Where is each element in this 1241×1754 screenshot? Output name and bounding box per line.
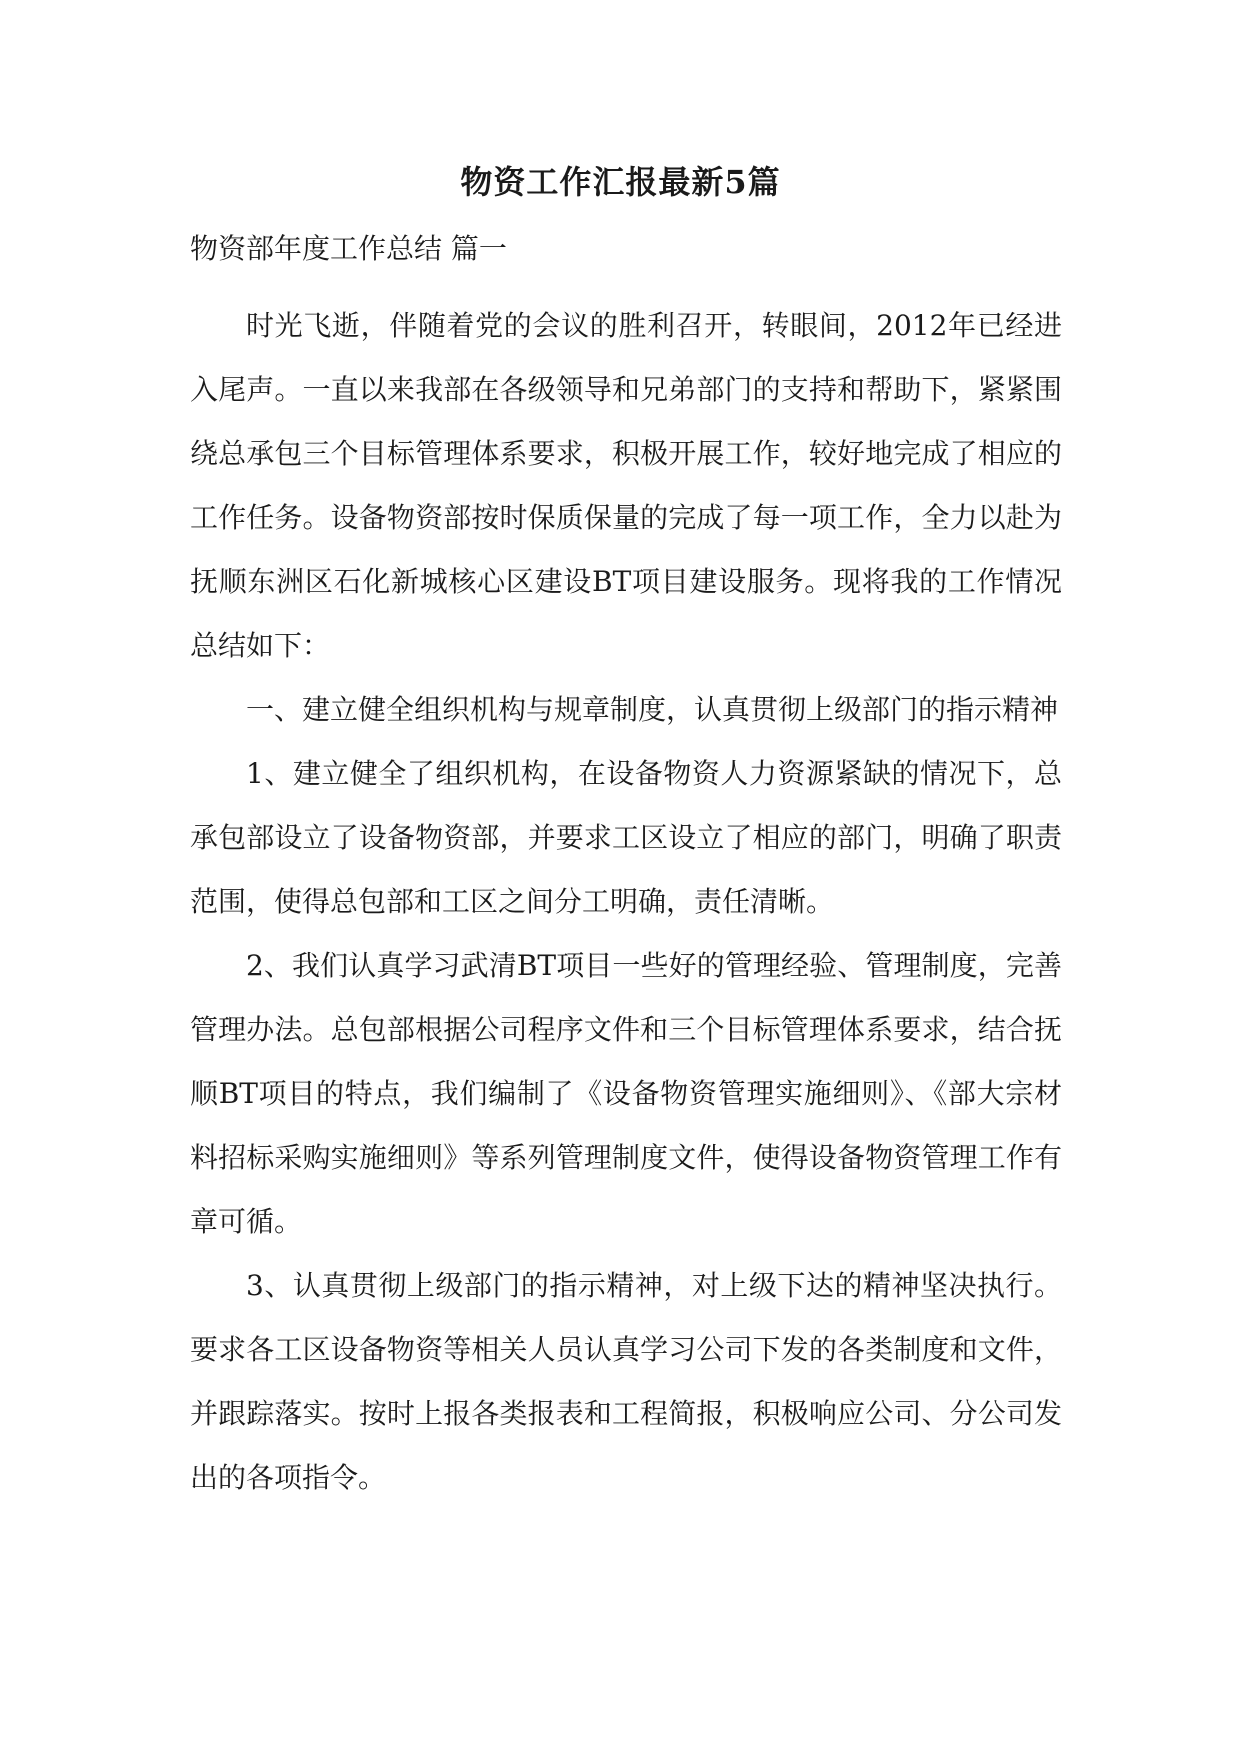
document-title: 物资工作汇报最新5篇 bbox=[460, 163, 781, 201]
document-body bbox=[190, 224, 1062, 1510]
paragraph-intro: 时光飞逝，伴随着党的会议的胜利召开，转眼间，2012年已经进入尾声。一直以来我部在各级领导和兄弟部门的支持和帮助下，紧紧围绕总承包三个目标管理体系要求，积极开展工作，较好地完成了相应的工作任务。设备物资部按时保质保量的完成了每一项工作，全力以赴为抚顺东洲区石化新城核心区建设BT项目建设服务。现将我的工作情况总结如下： bbox=[190, 309, 1062, 662]
paragraph-item-2: 2、我们认真学习武清BT项目一些好的管理经验、管理制度，完善管理办法。总包部根据公司程序文件和三个目标管理体系要求，结合抚顺BT项目的特点，我们编制了《设备物资管理实施细则》、《部大宗材料招标采购实施细则》等系列管理制度文件，使得设备物资管理工作有章可循。 bbox=[190, 949, 1062, 1238]
section-heading: 物资部年度工作总结 篇一 bbox=[190, 232, 507, 265]
paragraph-item-3: 3、认真贯彻上级部门的指示精神，对上级下达的精神坚决执行。要求各工区设备物资等相关人员认真学习公司下发的各类制度和文件，并跟踪落实。按时上报各类报表和工程简报，积极响应公司、分公司发出的各项指令。 bbox=[190, 1269, 1062, 1494]
paragraph-point-one-heading: 一、建立健全组织机构与规章制度，认真贯彻上级部门的指示精神 bbox=[246, 693, 1059, 726]
paragraph-item-1: 1、建立健全了组织机构，在设备物资人力资源紧缺的情况下，总承包部设立了设备物资部，并要求工区设立了相应的部门，明确了职责范围，使得总包部和工区之间分工明确，责任清晰。 bbox=[190, 757, 1062, 918]
